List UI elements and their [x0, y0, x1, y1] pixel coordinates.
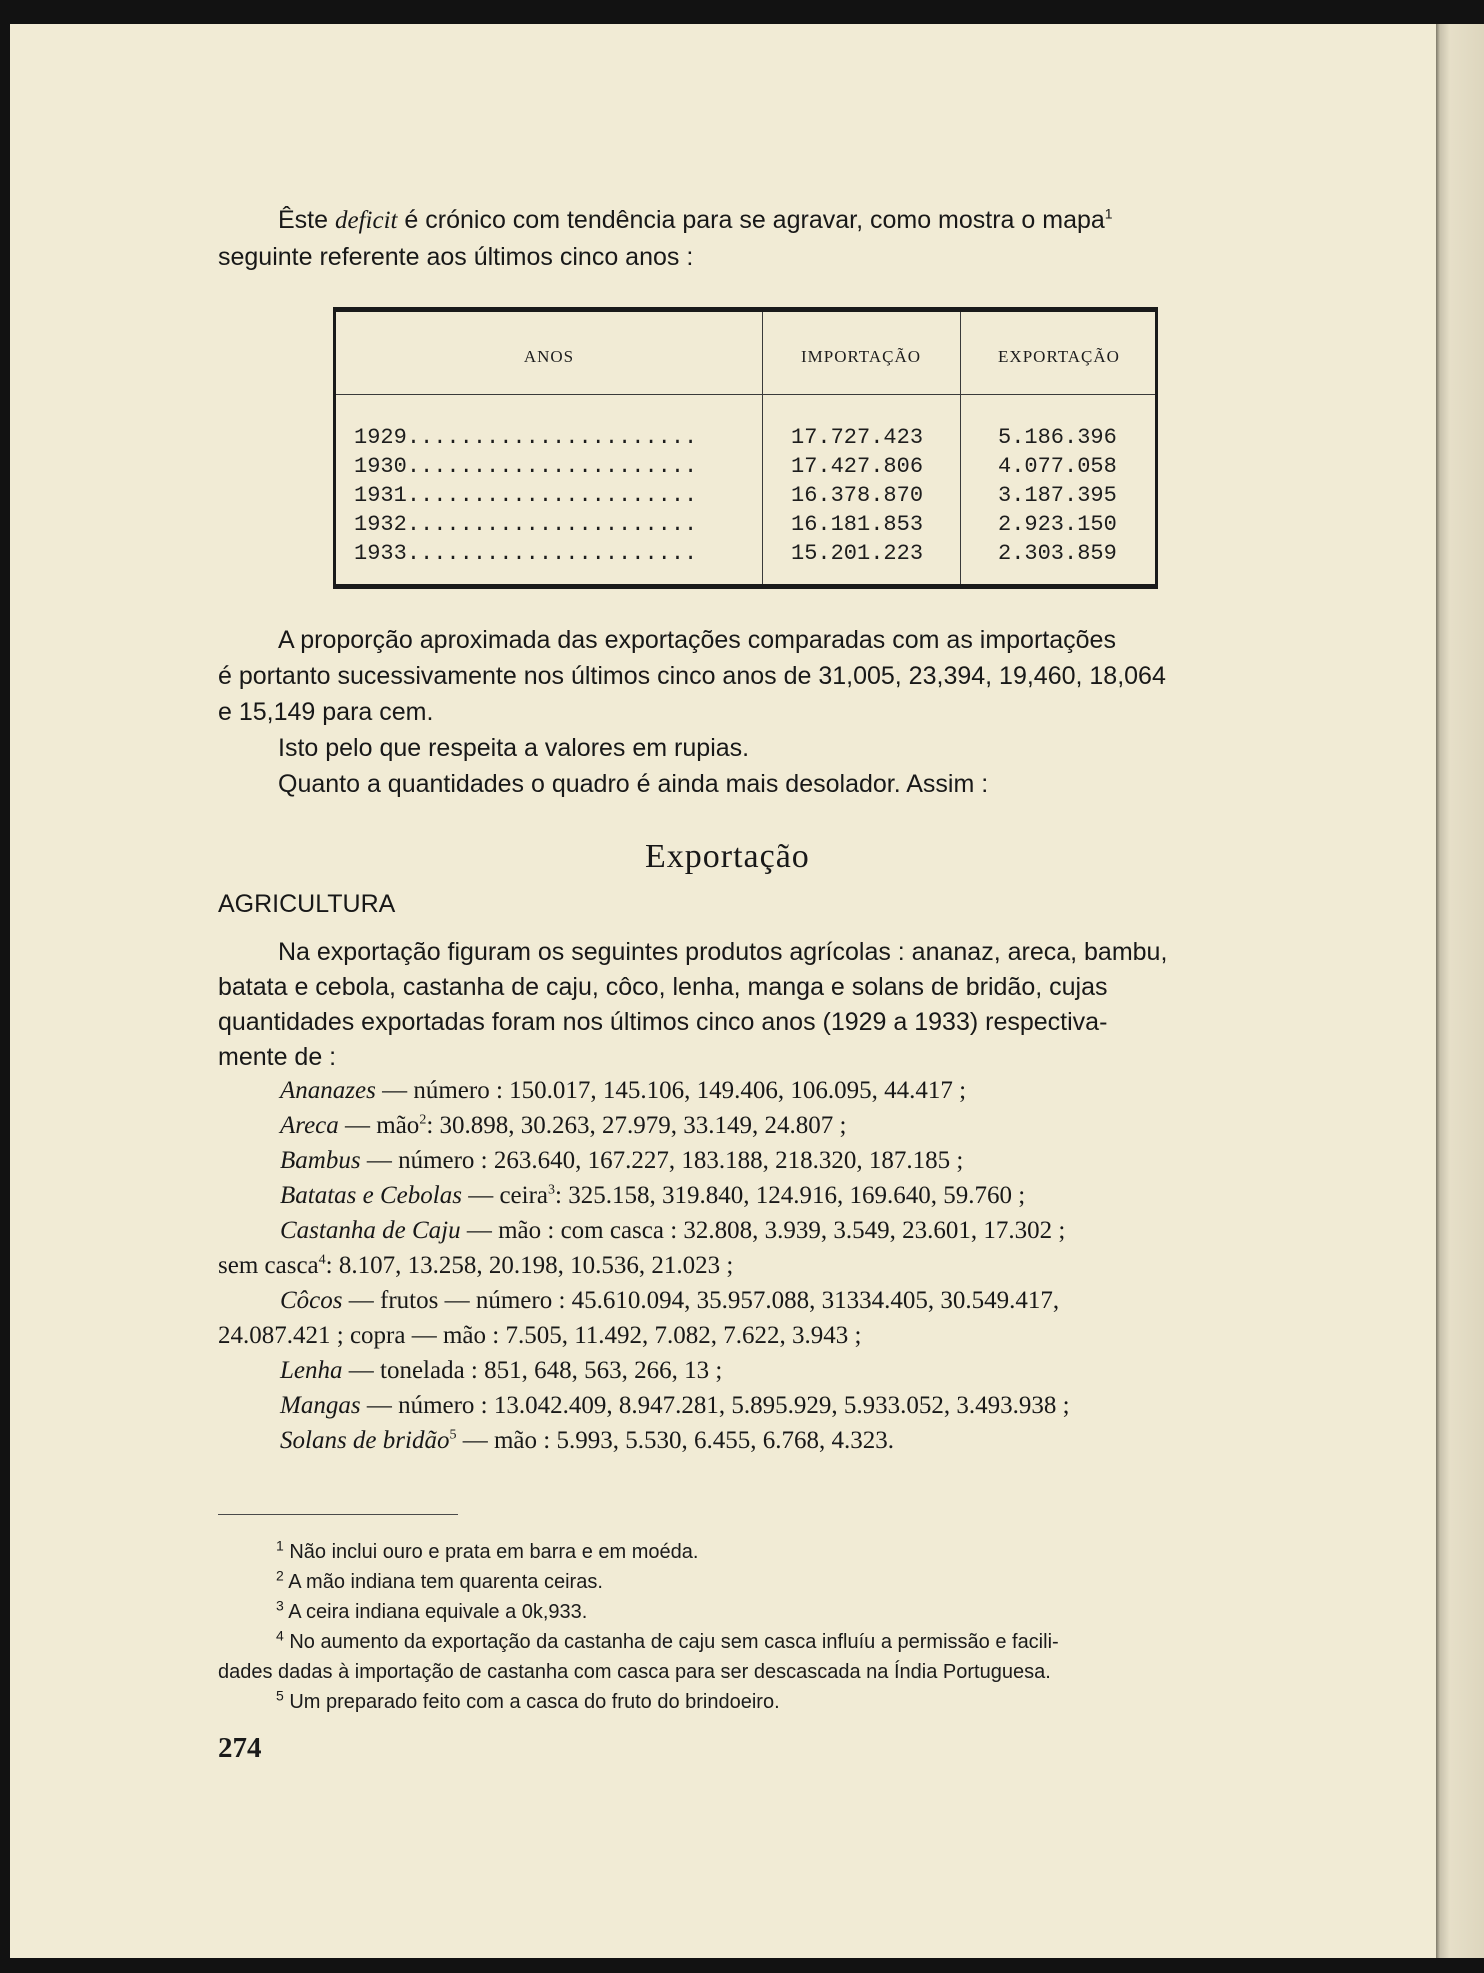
- import-export-table: [333, 307, 1158, 589]
- quantidades-note: Quanto a quantidades o quadro é ainda mais desolador. Assim :: [278, 770, 989, 798]
- table-row: 1930...................... 17.427.806 4.077.058: [354, 454, 1117, 479]
- product-castanha-sem-casca: sem casca$^4$: 8.107, 13.258, 20.198, 10.536, 21.023 ;: [218, 1252, 734, 1279]
- footnote-rule: [218, 1514, 458, 1515]
- intro-line-2: seguinte referente aos últimos cinco anos :: [218, 243, 694, 271]
- section-subtitle: AGRICULTURA: [218, 890, 396, 918]
- page-number: 274: [218, 1732, 262, 1764]
- product-solans: Solans de bridão$^5$ — mão : 5.993, 5.530, 6.455, 6.768, 4.323.: [280, 1427, 894, 1454]
- product-batatas-cebolas: Batatas e Cebolas — ceira$^3$: 325.158, 319.840, 124.916, 169.640, 59.760 ;: [280, 1182, 1026, 1209]
- header-exportacao: EXPORTAÇÃO: [998, 347, 1120, 366]
- agriculture-intro: Na exportação figuram os seguintes produtos agrícolas : ananaz, areca, bambu, batata e cebola, castanha de caju, côco, lenha, manga e solans de bridão, cujas quantidades exportadas foram nos últimos cinco anos (1929 a 1933) respectiva- mente de :: [218, 938, 1168, 1071]
- table-row: 1933...................... 15.201.223 2.303.859: [354, 541, 1117, 566]
- products-list: [218, 1073, 1271, 1458]
- footnote-4-continued: dades dadas à importação de castanha com casca para ser descascada na Índia Portuguesa.: [218, 1661, 1051, 1683]
- product-areca: Areca — mão$^2$: 30.898, 30.263, 27.979, 33.149, 24.807 ;: [280, 1112, 847, 1139]
- footnote-1: $^1$ Não inclui ouro e prata em barra e em moéda.: [276, 1537, 699, 1563]
- table-body: [336, 423, 1155, 568]
- section-title: Exportação: [645, 838, 810, 875]
- intro-paragraph: [218, 202, 1271, 276]
- next-page-edge: [1436, 24, 1484, 1958]
- rupias-note: Isto pelo que respeita a valores em rupias.: [278, 734, 750, 762]
- product-lenha: Lenha — tonelada : 851, 648, 563, 266, 13 ;: [280, 1357, 723, 1384]
- footnote-5: $^5$ Um preparado feito com a casca do fruto do brindoeiro.: [276, 1687, 780, 1713]
- header-anos: ANOS: [523, 347, 575, 366]
- header-importacao: IMPORTAÇÃO: [800, 347, 922, 366]
- footnote-4: $^4$ No aumento da exportação da castanha de caju sem casca influíu a permissão e facili-: [276, 1627, 1059, 1653]
- table-row: 1932...................... 16.181.853 2.923.150: [354, 512, 1117, 537]
- product-bambus: Bambus — número : 263.640, 167.227, 183.188, 218.320, 187.185 ;: [280, 1147, 964, 1174]
- table-row: 1929...................... 17.727.423 5.186.396: [354, 425, 1117, 450]
- product-mangas: Mangas — número : 13.042.409, 8.947.281, 5.895.929, 5.933.052, 3.493.938 ;: [280, 1392, 1070, 1419]
- footnote-3: $^3$ A ceira indiana equivale a 0k,933.: [276, 1597, 588, 1623]
- table-row: 1931...................... 16.378.870 3.187.395: [354, 483, 1117, 508]
- intro-line-1: Êste deficit é crónico com tendência para se agravar, como mostra o mapa$^1$: [278, 205, 1113, 234]
- footnotes: [218, 1537, 1271, 1717]
- product-ananazes: Ananazes — número : 150.017, 145.106, 149.406, 106.095, 44.417 ;: [280, 1077, 967, 1104]
- product-cocos: Côcos — frutos — número : 45.610.094, 35.957.088, 31334.405, 30.549.417,: [280, 1287, 1060, 1314]
- deficit-word: deficit: [334, 207, 398, 234]
- proportion-paragraph: A proporção aproximada das exportações comparadas com as importações é portanto sucessivamente nos últimos cinco anos de 31,005, 23,394, 19,460, 18,064 e 15,149 para cem. Isto pelo que respeita a valores em rupias. Quanto a quantidades o quadro é ainda mais desolador. Assim :: [218, 626, 1166, 798]
- product-cocos-copra: 24.087.421 ; copra — mão : 7.505, 11.492, 7.082, 7.622, 3.943 ;: [218, 1322, 862, 1349]
- footnote-2: $^2$ A mão indiana tem quarenta ceiras.: [276, 1567, 603, 1593]
- product-castanha-caju: Castanha de Caju — mão : com casca : 32.808, 3.939, 3.549, 23.601, 17.302 ;: [280, 1217, 1066, 1244]
- header-separator: [336, 394, 1155, 395]
